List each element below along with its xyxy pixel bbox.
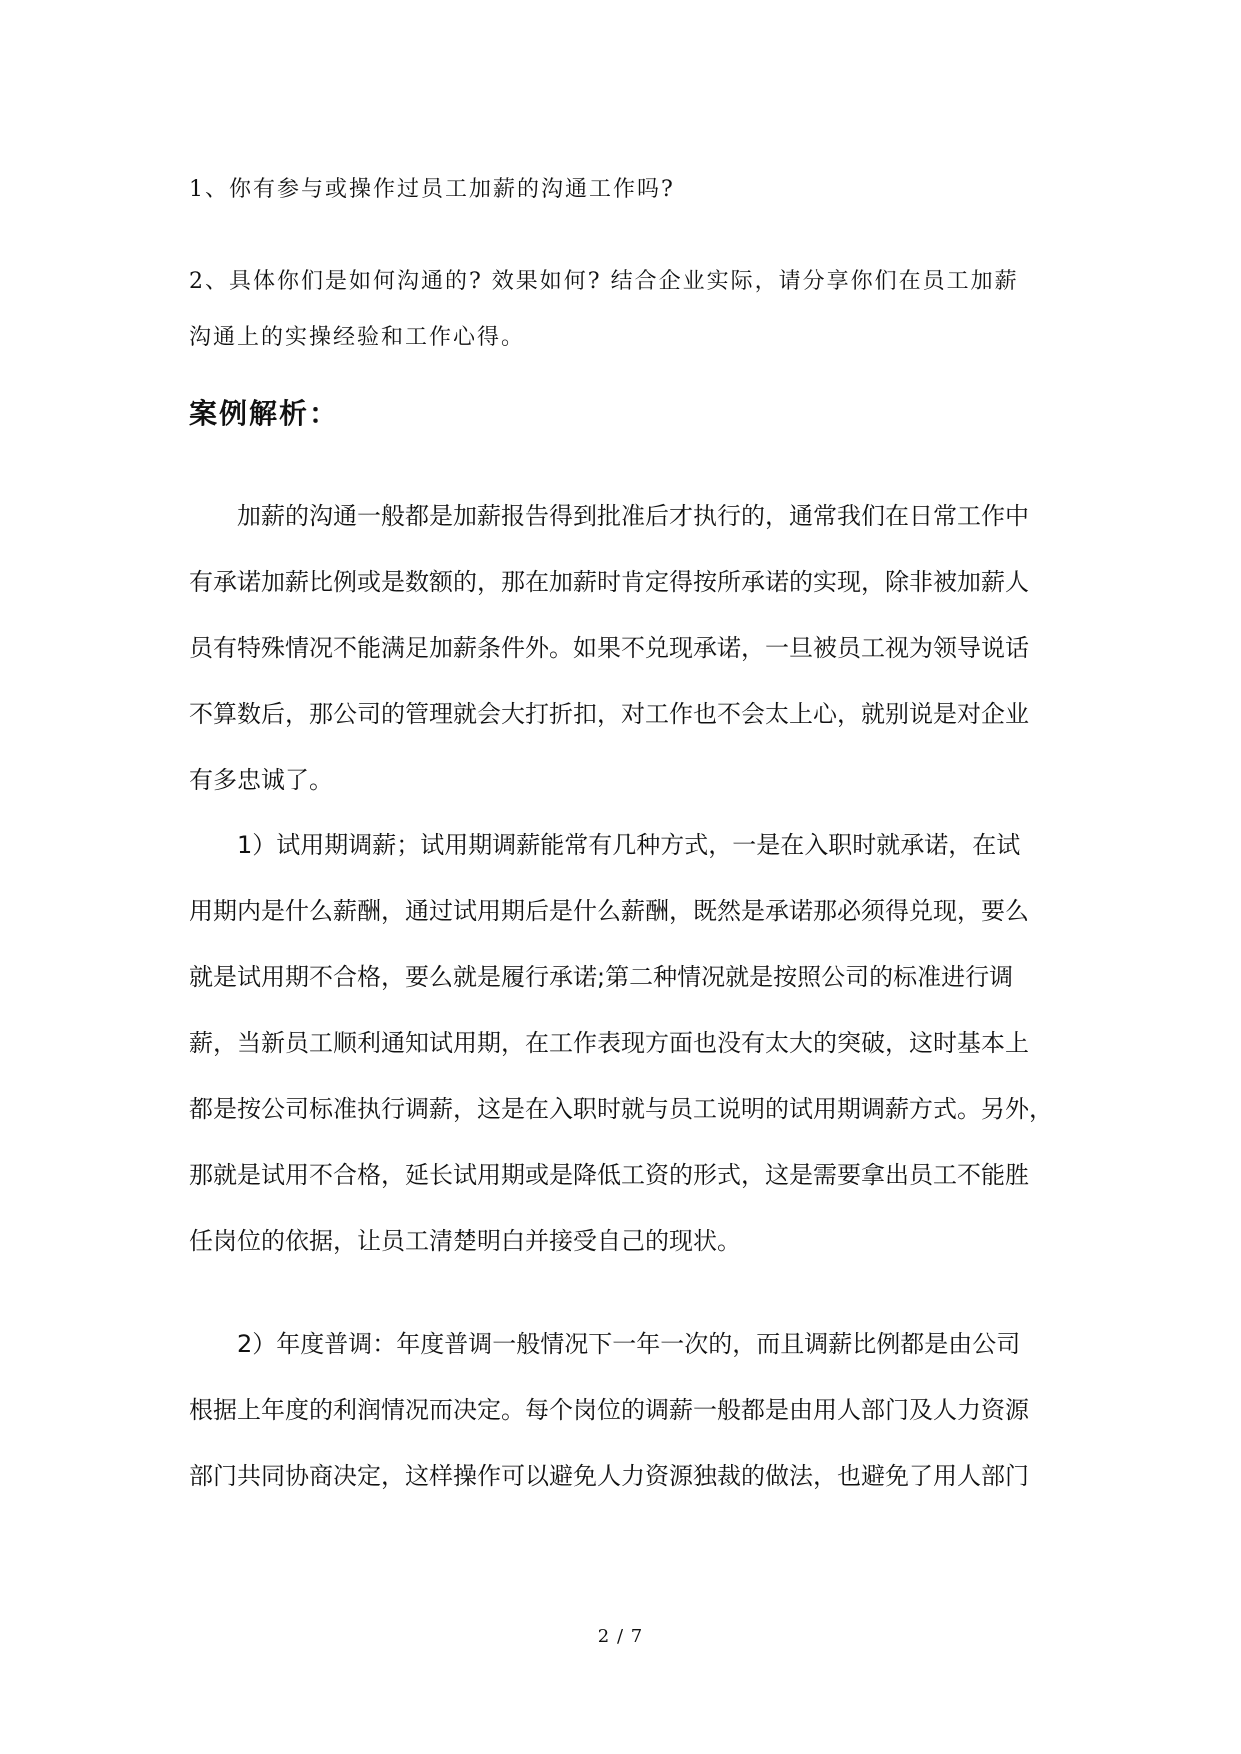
paragraph-line: 有承诺加薪比例或是数额的，那在加薪时肯定得按所承诺的实现，除非被加薪人: [189, 568, 1029, 596]
question-1-line-1: 1、你有参与或操作过员工加薪的沟通工作吗?: [189, 177, 675, 202]
question-2-line-1: 2、具体你们是如何沟通的? 效果如何? 结合企业实际，请分享你们在员工加薪: [189, 269, 1019, 294]
paragraph-line: 员有特殊情况不能满足加薪条件外。如果不兑现承诺，一旦被员工视为领导说话: [189, 634, 1029, 662]
paragraph-probation-adjustment: [189, 812, 1069, 1274]
paragraph-intro: [189, 483, 1069, 813]
paragraph-line: 2）年度普调：年度普调一般情况下一年一次的，而且调薪比例都是由公司: [237, 1330, 1021, 1358]
paragraph-line: 1）试用期调薪；试用期调薪能常有几种方式，一是在入职时就承诺，在试: [237, 831, 1021, 859]
question-2: [189, 254, 1069, 366]
paragraph-line: 有多忠诚了。: [189, 766, 333, 794]
paragraph-line: 根据上年度的利润情况而决定。每个岗位的调薪一般都是由用人部门及人力资源: [189, 1396, 1029, 1424]
question-1: [189, 162, 1069, 218]
paragraph-line: 部门共同协商决定，这样操作可以避免人力资源独裁的做法，也避免了用人部门: [189, 1462, 1029, 1490]
paragraph-line: 任岗位的依据，让员工清楚明白并接受自己的现状。: [189, 1227, 741, 1255]
paragraph-annual-adjustment: [189, 1311, 1069, 1509]
paragraph-line: 薪，当新员工顺利通知试用期，在工作表现方面也没有太大的突破，这时基本上: [189, 1029, 1029, 1057]
paragraph-line: 加薪的沟通一般都是加薪报告得到批准后才执行的，通常我们在日常工作中: [237, 502, 1029, 530]
paragraph-line: 用期内是什么薪酬，通过试用期后是什么薪酬，既然是承诺那必须得兑现，要么: [189, 897, 1029, 925]
question-2-line-2: 沟通上的实操经验和工作心得。: [189, 325, 526, 350]
paragraph-line: 那就是试用不合格，延长试用期或是降低工资的形式，这是需要拿出员工不能胜: [189, 1161, 1029, 1189]
paragraph-line: 就是试用期不合格，要么就是履行承诺;第二种情况就是按照公司的标准进行调: [189, 963, 1014, 991]
paragraph-line: 不算数后，那公司的管理就会大打折扣，对工作也不会太上心，就别说是对企业: [189, 700, 1029, 728]
section-heading: 案例解析：: [189, 397, 340, 430]
page-number: 2 / 7: [597, 1626, 644, 1647]
paragraph-line: 都是按公司标准执行调薪，这是在入职时就与员工说明的试用期调薪方式。另外，: [189, 1095, 1053, 1123]
